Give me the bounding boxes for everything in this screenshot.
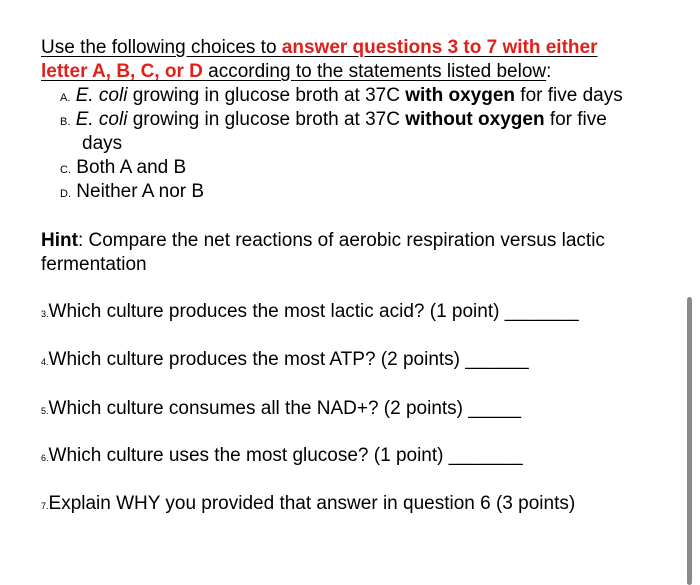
hint-text: : Compare the net reactions of aerobic respiration versus lactic bbox=[77, 230, 605, 251]
choice-text-end: for five days bbox=[515, 85, 623, 106]
choice-b-continuation bbox=[82, 132, 122, 156]
answer-blank[interactable]: _______ bbox=[448, 445, 523, 466]
question-7 bbox=[41, 492, 575, 518]
choice-continuation-text: days bbox=[82, 133, 123, 154]
hint-label: Hint bbox=[41, 230, 78, 251]
instructions-highlight-letters: letter A, B, C, or D bbox=[41, 61, 203, 82]
choice-c bbox=[60, 156, 186, 182]
hint-line-1 bbox=[41, 229, 605, 253]
choice-bold: with oxygen bbox=[405, 85, 516, 106]
instructions-text-end: according to the statements listed below bbox=[202, 61, 547, 82]
choice-letter: A. bbox=[60, 92, 71, 104]
instructions-colon: : bbox=[546, 61, 552, 82]
choice-text: Neither A nor B bbox=[76, 181, 205, 202]
choice-text: growing in glucose broth at 37C bbox=[127, 85, 406, 106]
choice-d bbox=[60, 180, 204, 206]
choice-a bbox=[60, 84, 623, 110]
choice-bold: without oxygen bbox=[405, 109, 545, 130]
choice-b bbox=[60, 108, 607, 134]
question-number: 4. bbox=[41, 357, 49, 367]
choice-letter: C. bbox=[60, 164, 71, 176]
question-text: Which culture produces the most ATP? (2 points) bbox=[48, 349, 461, 370]
choice-letter: D. bbox=[60, 188, 71, 200]
hint-text-continuation: fermentation bbox=[41, 254, 147, 275]
question-number: 3. bbox=[41, 309, 49, 319]
answer-blank[interactable]: ______ bbox=[465, 349, 529, 370]
answer-blank[interactable]: _______ bbox=[504, 301, 579, 322]
instructions-highlight: answer questions 3 to 7 with either bbox=[281, 37, 598, 58]
question-text: Explain WHY you provided that answer in question 6 (3 points) bbox=[48, 493, 576, 514]
question-number: 7. bbox=[41, 501, 49, 511]
question-number: 6. bbox=[41, 453, 49, 463]
question-3 bbox=[41, 300, 579, 326]
choice-text: growing in glucose broth at 37C bbox=[127, 109, 406, 130]
instructions-line-2 bbox=[41, 60, 551, 84]
question-5 bbox=[41, 397, 521, 423]
question-text: Which culture produces the most lactic acid? (1 point) bbox=[48, 301, 500, 322]
choice-text-end: for five bbox=[544, 109, 607, 130]
question-text: Which culture consumes all the NAD+? (2 points) bbox=[48, 398, 463, 419]
choice-text: Both A and B bbox=[76, 157, 187, 178]
hint-line-2 bbox=[41, 253, 147, 277]
choice-letter: B. bbox=[60, 116, 71, 128]
question-4 bbox=[41, 348, 529, 374]
vertical-scrollbar[interactable] bbox=[687, 297, 692, 585]
choice-organism: E. coli bbox=[75, 109, 128, 130]
instructions-line-1 bbox=[41, 36, 597, 60]
question-6 bbox=[41, 444, 523, 470]
question-number: 5. bbox=[41, 406, 49, 416]
choice-organism: E. coli bbox=[75, 85, 128, 106]
instructions-text: Use the following choices to bbox=[41, 37, 282, 58]
answer-blank[interactable]: _____ bbox=[468, 398, 522, 419]
question-text: Which culture uses the most glucose? (1 point) bbox=[48, 445, 444, 466]
